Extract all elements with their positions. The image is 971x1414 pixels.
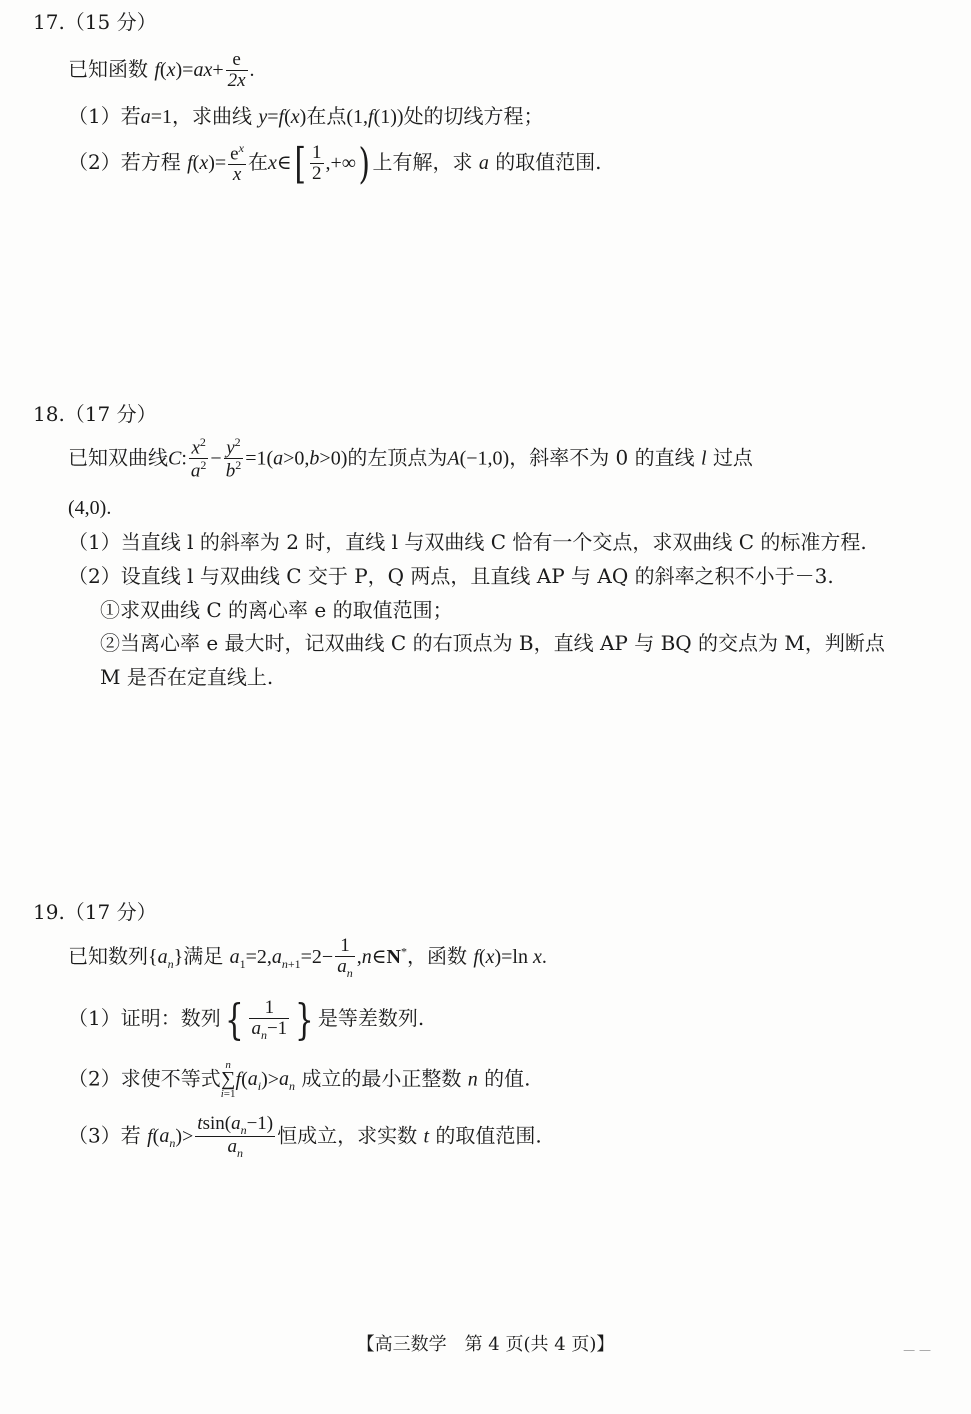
- q18-sub2: ②当离心率 e 最大时，记双曲线 C 的右顶点为 B，直线 AP 与 BQ 的交点为 M，判断点: [100, 631, 885, 655]
- q17-stem-lead: 已知函数: [68, 56, 148, 81]
- q19-part2-lead: （2）求使不等式: [68, 1066, 221, 1091]
- q17-part2: （2）若方程 f(x)= $\frac{e^x}{x}$ 在x∈[ $\frac{1}{2}$ ,+∞) 上有解，求 a 的取值范围.: [68, 138, 602, 188]
- q18-fraction-y: $\frac{y^2}{b^2}$: [225, 435, 242, 482]
- q19-part2-end: 成立的最小正整数: [301, 1066, 462, 1091]
- q18-stem-tail: ，斜率不为 0 的直线: [509, 445, 695, 470]
- page-footer: 【高三数学 第 4 页(共 4 页)】: [356, 1334, 615, 1355]
- q17-function-formula: f: [154, 58, 160, 81]
- q19-part3-tail: 的取值范围.: [435, 1123, 542, 1148]
- q19-stem-tail: ，函数: [406, 944, 467, 969]
- q17-fraction: $\frac{e}{2x}$: [227, 49, 246, 91]
- q17-part1-lead: （1）若: [68, 104, 141, 128]
- q17-part1-mid: ，求曲线: [172, 104, 253, 128]
- q19-fraction: $\frac{1}{a_n}$: [337, 935, 353, 980]
- q17-part2-mid: 在: [247, 150, 268, 175]
- q18-stem: 已知双曲线C: $\frac{x^2}{a^2}$ − $\frac{y^2}{b^2}$ =1(a>0,b>0)的左顶点为A(−1,0)，斜率不为 0 的直线 l 过点: [68, 435, 753, 482]
- q17-part1-end: 处的切线方程；: [403, 104, 544, 128]
- q18-fraction-x: $\frac{x^2}{a^2}$: [190, 435, 207, 482]
- q19-part2-tail: 的值.: [484, 1066, 531, 1091]
- q19-sum-symbol: n ∑ i=1: [220, 1059, 236, 1101]
- q17-part1-tail: 在点: [306, 104, 347, 128]
- q18-stem-cont: (4,0).: [68, 497, 112, 519]
- q19-stem-lead: 已知数列: [68, 944, 148, 969]
- q17-part2-lead: （2）若方程: [68, 150, 181, 175]
- q19-header: 19.（17 分）: [33, 900, 157, 924]
- q19-stem-mid: 满足: [183, 944, 224, 969]
- q19-stem: 已知数列$\{a_n\}$满足 $a_1=2,a_{n+1}=2-$ $\frac{1}{a_n}$ ,n∈N*，函数 f(x)=ln x.: [68, 935, 547, 980]
- q19-part3-end: 恒成立，求实数: [277, 1123, 418, 1148]
- q18-stem-mid: 的左顶点为: [347, 445, 448, 470]
- q17-part2-tail: 上有解，求: [372, 150, 473, 175]
- q19-part2: （2）求使不等式 n ∑ i=1 $f(a_i)>a_n$ 成立的最小正整数 n 的值.: [68, 1059, 531, 1101]
- q17-part1: （1）若a=1，求曲线 y=f(x)在点(1,f(1))处的切线方程；: [68, 104, 544, 128]
- q18-stem-end: 过点: [712, 445, 753, 470]
- q17-part2-end: 的取值范围.: [495, 150, 602, 175]
- q19-part3-fraction: $\frac{tsin(a_n-1)}{a_n}$: [197, 1113, 274, 1161]
- q17-header: 17.（15 分）: [33, 10, 157, 34]
- scan-mark: — —: [903, 1343, 931, 1357]
- q18-part1: （1）当直线 l 的斜率为 2 时，直线 l 与双曲线 C 恰有一个交点，求双曲线 C 的标准方程.: [68, 530, 867, 554]
- q19-part3-lead: （3）若: [68, 1123, 141, 1148]
- q19-part1-lead: （1）证明：数列: [68, 1006, 221, 1031]
- q18-stem-lead: 已知双曲线: [68, 445, 168, 470]
- q18-header: 18.（17 分）: [33, 402, 157, 426]
- q19-part1: （1）证明：数列{ $\frac{1}{a_n-1}$ } 是等差数列.: [68, 994, 425, 1044]
- q19-part3: （3）若 $f(a_n)>$ $\frac{tsin(a_n-1)}{a_n}$ 恒成立，求实数 t 的取值范围.: [68, 1113, 542, 1161]
- q17-stem: 已知函数 f(x)=ax+ $\frac{e}{2x}$ .: [68, 49, 255, 91]
- q19-part1-end: 是等差数列.: [317, 1006, 425, 1031]
- q18-part2: （2）设直线 l 与双曲线 C 交于 P，Q 两点，且直线 AP 与 AQ 的斜率之积不小于－3.: [68, 564, 834, 588]
- q18-sub2-cont: M 是否在定直线上.: [100, 665, 274, 689]
- q17-part2-fraction: $\frac{e^x}{x}$: [230, 141, 244, 186]
- q18-sub1: ①求双曲线 C 的离心率 e 的取值范围；: [100, 598, 453, 622]
